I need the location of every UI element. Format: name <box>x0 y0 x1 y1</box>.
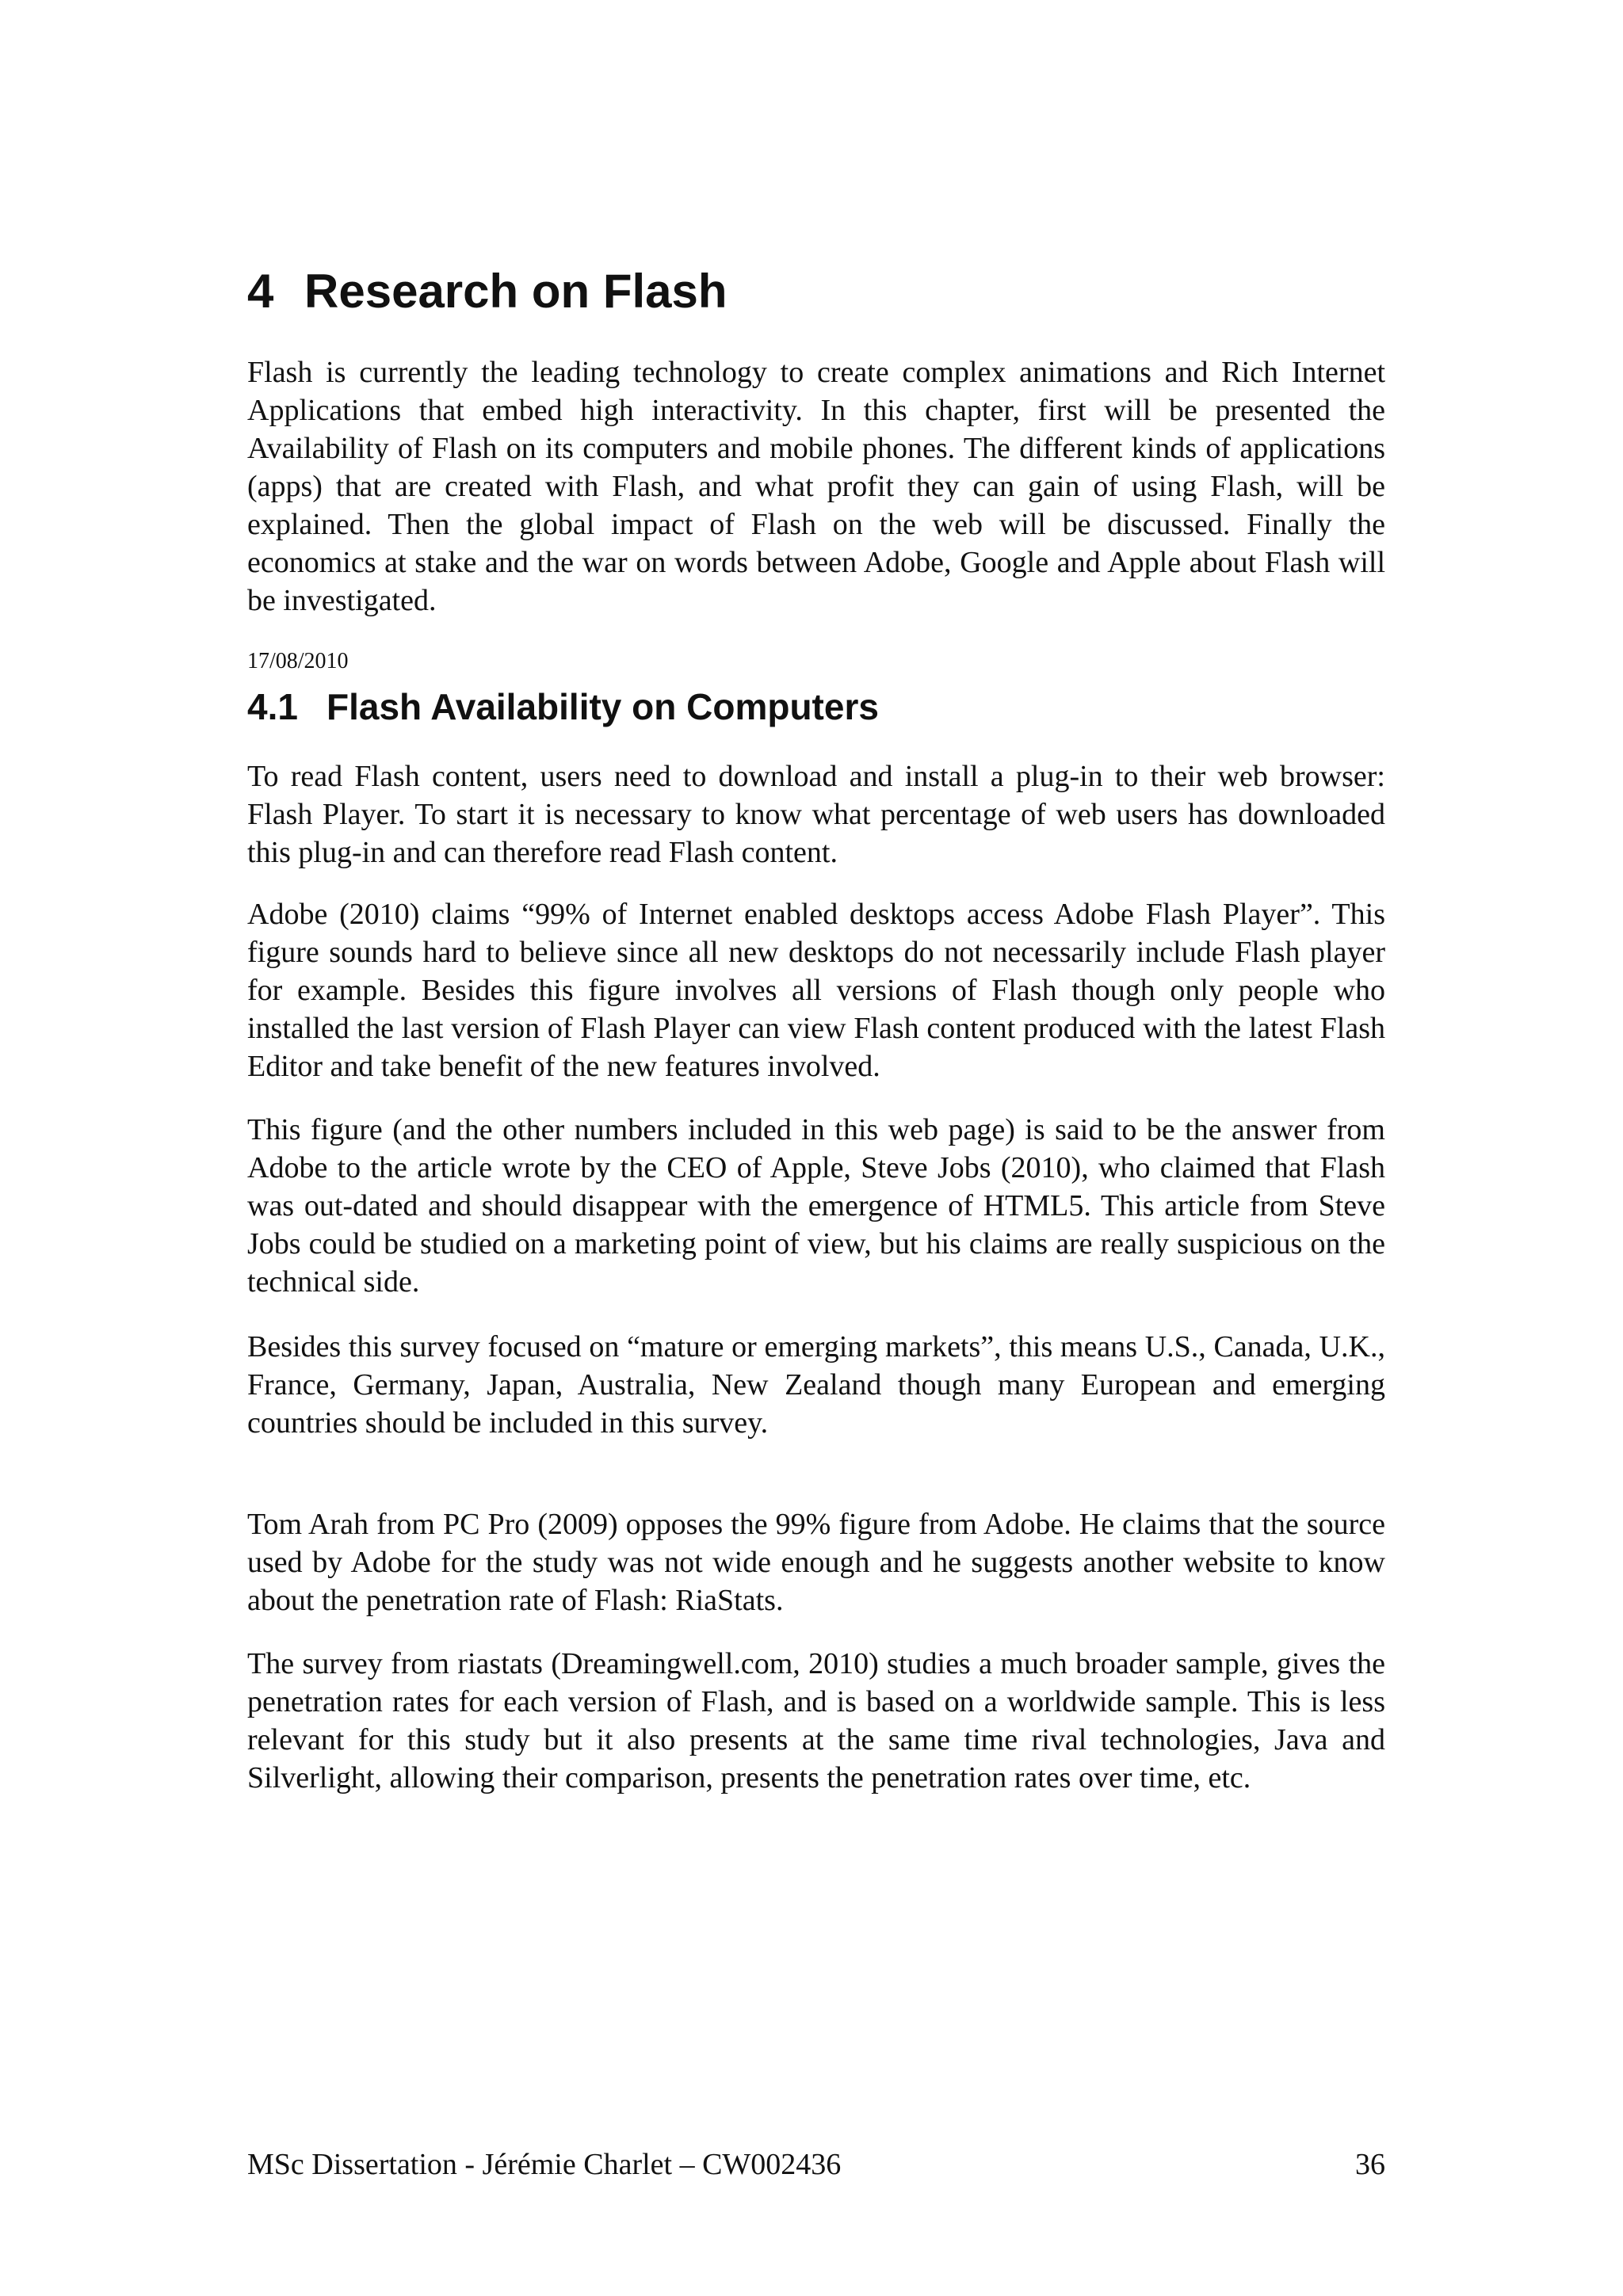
section-paragraph-1: To read Flash content, users need to download and install a plug-in to their web browser: Flash Player. To start it is necessary to know what percentage of web users has downloaded this plug-in and can therefore read Flash content. <box>247 760 1385 869</box>
section-heading <box>247 681 879 732</box>
section-title: Flash Availability on Computers <box>327 686 879 727</box>
chapter-number: 4 <box>247 265 274 318</box>
date-note: 17/08/2010 <box>247 649 349 673</box>
footer-author: MSc Dissertation - Jérémie Charlet – CW002436 <box>247 2148 842 2181</box>
page-number: 36 <box>1355 2148 1385 2181</box>
section-paragraph-5: Tom Arah from PC Pro (2009) opposes the 99% figure from Adobe. He claims that the source used by Adobe for the study was not wide enough and he suggests another website to know about the penetration rate of Flash: RiaStats. <box>247 1508 1385 1617</box>
section-paragraph-6: The survey from riastats (Dreamingwell.com, 2010) studies a much broader sample, gives the penetration rates for each version of Flash, and is based on a worldwide sample. This is less relevant for this study but it also presents at the same time rival technologies, Java and Silverlight, allowing their comparison, presents the penetration rates over time, etc. <box>247 1647 1385 1794</box>
chapter-heading <box>247 258 727 325</box>
section-number: 4.1 <box>247 686 298 727</box>
section-paragraph-2: Adobe (2010) claims “99% of Internet enabled desktops access Adobe Flash Player”. This figure sounds hard to believe since all new desktops do not necessarily include Flash player for example. Besides this figure involves all versions of Flash though only people who installed the last version of Flash Player can view Flash content produced with the latest Flash Editor and take benefit of the new features involved. <box>247 898 1385 1083</box>
intro-paragraph: Flash is currently the leading technology to create complex animations and Rich Internet Applications that embed high interactivity. In this chapter, first will be presented the Availability of Flash on its computers and mobile phones. The different kinds of applications (apps) that are created with Flash, and what profit they can gain of using Flash, will be explained. Then the global impact of Flash on the web will be discussed. Finally the economics at stake and the war on words between Adobe, Google and Apple about Flash will be investigated. <box>247 356 1385 617</box>
page-footer <box>247 2145 1385 2183</box>
chapter-title: Research on Flash <box>304 265 727 318</box>
document-page <box>247 0 1385 2296</box>
section-paragraph-3: This figure (and the other numbers included in this web page) is said to be the answer from Adobe to the article wrote by the CEO of Apple, Steve Jobs (2010), who claimed that Flash was out-dated and should disappear with the emergence of HTML5. This article from Steve Jobs could be studied on a marketing point of view, but his claims are really suspicious on the technical side. <box>247 1113 1385 1299</box>
section-paragraph-4: Besides this survey focused on “mature or emerging markets”, this means U.S., Canada, U.K., France, Germany, Japan, Australia, New Zealand though many European and emerging countries should be included in this survey. <box>247 1330 1385 1440</box>
